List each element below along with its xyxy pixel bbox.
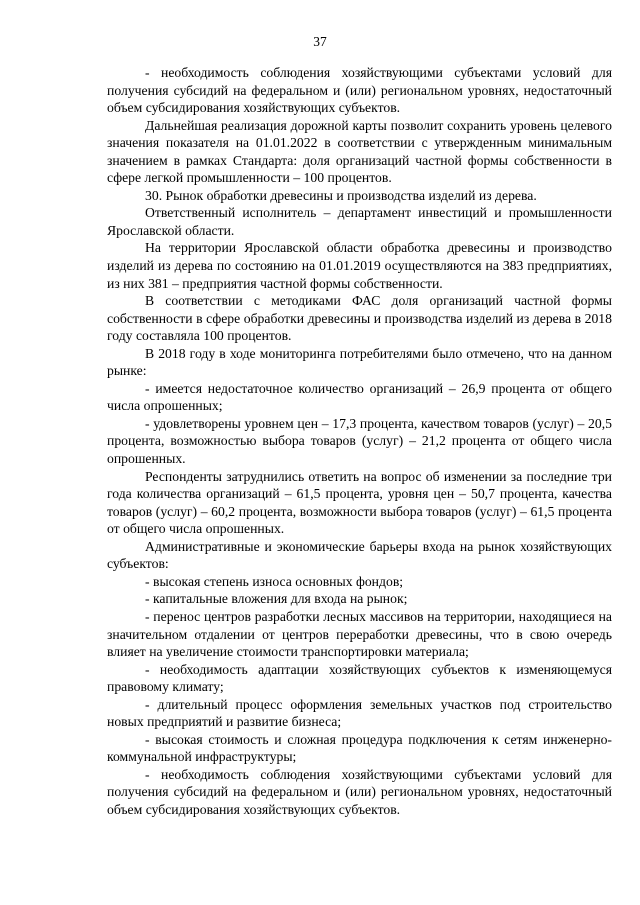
section-heading-wood-market: 30. Рынок обработки древесины и производства изделий из дерева. bbox=[145, 187, 537, 203]
paragraph-enterprises-count: На территории Ярославской области обработка древесины и производство изделий из дерева по состоянию на 01.01.2019 осуществляются на 383 предприятиях, из них 381 – предприятия частной формы собственности. bbox=[107, 240, 612, 291]
list-item-insufficient-organizations: - имеется недостаточное количество организаций – 26,9 процента от общего числа опрошенных; bbox=[107, 380, 612, 414]
list-item-satisfaction: - удовлетворены уровнем цен – 17,3 процента, качеством товаров (услуг) – 20,5 процента, возможностью выбора товаров (услуг) – 21,2 процента от общего числа опрошенных. bbox=[107, 415, 612, 467]
list-item-legal-climate: - необходимость адаптации хозяйствующих субъектов к изменяющемуся правовому климату; bbox=[107, 661, 612, 695]
paragraph-monitoring-intro: В 2018 году в ходе мониторинга потребителями было отмечено, что на данном рынке: bbox=[107, 345, 612, 379]
list-item-capital-investment: - капитальные вложения для входа на рынок; bbox=[145, 591, 408, 607]
page-body bbox=[107, 64, 612, 819]
list-item-fixed-assets-wear: - высокая степень износа основных фондов; bbox=[145, 573, 404, 589]
paragraph-responsible-executor: Ответственный исполнитель – департамент инвестиций и промышленности Ярославской области. bbox=[107, 205, 612, 238]
list-item-logging-centers: - перенос центров разработки лесных массивов на территории, находящиеся на значительном отдалении от центров переработки древесины, что в свою очередь влияет на увеличение стоимости транспортировки материала; bbox=[107, 608, 612, 660]
paragraph-barriers-intro: Административные и экономические барьеры входа на рынок хозяйствующих субъектов: bbox=[107, 538, 612, 572]
paragraph-respondents: Респонденты затруднились ответить на вопрос об изменении за последние три года количества организаций – 61,5 процента, уровня цен – 50,7 процента, качества товаров (услуг) – 60,2 процента, возможности выбора товаров (услуг) – 61,5 процента от общего числа опрошенных. bbox=[107, 468, 612, 537]
list-item-utility-connection: - высокая стоимость и сложная процедура подключения к сетям инженерно-коммунальной инфраструктуры; bbox=[107, 731, 612, 765]
paragraph-roadmap-target: Дальнейшая реализация дорожной карты позволит сохранить уровень целевого значения показателя на 01.01.2022 в соответствии с утвержденным минимальным значением в рамках Стандарта: доля организаций частной формы собственности в сфере легкой промышленности – 100 процентов. bbox=[107, 117, 612, 186]
paragraph-subsidy-conditions-2: - необходимость соблюдения хозяйствующими субъектами условий для получения субсидий на федеральном и (или) региональном уровнях, недостаточный объем субсидирования хозяйствующих субъектов. bbox=[107, 766, 612, 817]
paragraph-subsidy-conditions-1: - необходимость соблюдения хозяйствующими субъектами условий для получения субсидий на федеральном и (или) региональном уровнях, недостаточный объем субсидирования хозяйствующих субъектов. bbox=[107, 65, 612, 116]
paragraph-fas-share: В соответствии с методиками ФАС доля организаций частной формы собственности в сфере обработки древесины и производства изделий из дерева в 2018 году составляла 100 процентов. bbox=[107, 293, 612, 344]
list-item-land-registration: - длительный процесс оформления земельных участков под строительство новых предприятий и развитие бизнеса; bbox=[107, 696, 612, 730]
page-number: 37 bbox=[313, 34, 327, 49]
